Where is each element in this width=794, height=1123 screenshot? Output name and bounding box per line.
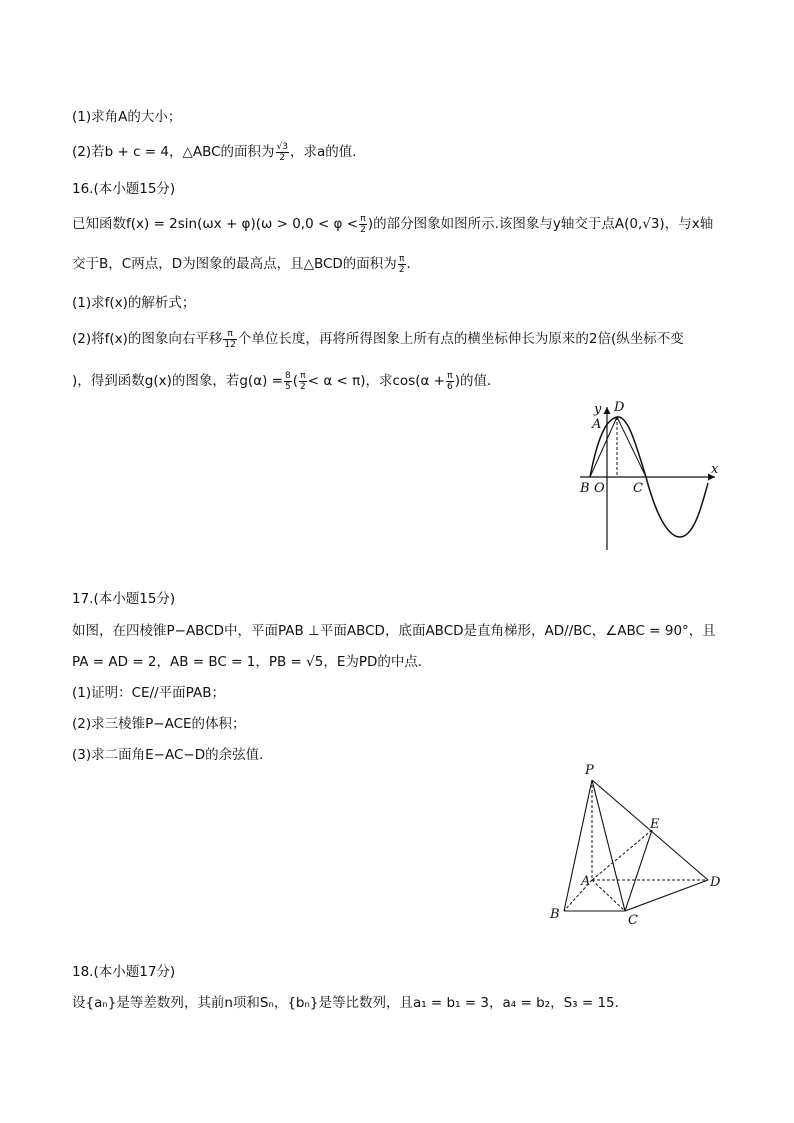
q17-pyramid-figure	[540, 760, 730, 930]
fraction: $\frac{\pi}{2}$	[360, 213, 366, 235]
q17-part2: (2)求三棱锥P−ACE的体积；	[72, 716, 246, 732]
edge-PC	[592, 780, 625, 911]
fraction: $\frac{\pi}{2}$	[299, 370, 306, 392]
edge-AC	[592, 880, 625, 911]
q15-part1: (1)求角A的大小；	[72, 109, 182, 125]
q16-header: 16.(本小题15分)	[72, 181, 176, 197]
q17-part1: (1)证明：CE//平面PAB；	[72, 685, 225, 701]
q18-stem-line1: 设{aₙ}是等差数列，其前n项和Sₙ，{bₙ}是等比数列，且a₁ = b₁ = 3，a₄ = b₂，S₃ = 15．	[72, 995, 629, 1011]
edge-CE	[625, 830, 652, 911]
q16-part2-cont: )，得到函数g(x)的图象，若g(α) = $\frac{8}{5}$ ( $\frac{\pi}{2}$ < α < π)，求cos(α + $\frac{\pi}{6}$ )的值．	[72, 370, 501, 392]
label-P: P	[585, 763, 594, 778]
label-y: y	[594, 402, 602, 417]
label-D: D	[710, 875, 721, 890]
label-O: O	[594, 481, 605, 496]
q17-stem-line1: 如图，在四棱锥P−ABCD中，平面PAB ⊥平面ABCD，底面ABCD是直角梯形，AD//BC，∠ABC = 90°，且	[72, 623, 716, 639]
q17-header: 17.(本小题15分)	[72, 591, 176, 607]
label-A: A	[592, 417, 602, 432]
q16-stem-line2: 交于B，C两点，D为图象的最高点，且△BCD的面积为 $\frac{\pi}{2}$ ．	[72, 253, 421, 275]
fraction: $\frac{\pi}{12}$	[224, 328, 236, 350]
label-B: B	[580, 481, 590, 496]
label-E: E	[650, 817, 660, 832]
label-C: C	[633, 481, 643, 496]
q17-part3: (3)求二面角E−AC−D的余弦值．	[72, 747, 273, 763]
q15-part2: (2)若b + c = 4，△ABC的面积为 $\frac{√3}{2}$ ，求a的值．	[72, 141, 366, 163]
fraction: $\frac{8}{5}$	[284, 370, 291, 392]
fraction: $\frac{\pi}{6}$	[447, 370, 453, 392]
q18-header: 18.(本小题17分)	[72, 964, 176, 980]
segment-DC	[617, 417, 646, 477]
label-B: B	[550, 907, 560, 922]
q16-sine-graph-figure	[570, 395, 730, 555]
q16-part2: (2)将f(x)的图象向右平移 $\frac{\pi}{12}$ 个单位长度，再将所得图象上所有点的横坐标伸长为原来的2倍(纵坐标不变	[72, 328, 684, 350]
edge-PB	[564, 780, 592, 911]
fraction: $\frac{\pi}{2}$	[398, 253, 405, 275]
edge-CD	[625, 880, 708, 911]
label-A: A	[581, 874, 591, 889]
label-C: C	[628, 913, 638, 928]
q16-stem-line1: 已知函数f(x) = 2sin(ωx + φ)(ω > 0,0 < φ < $\frac{\pi}{2}$ )的部分图象如图所示.该图象与y轴交于点A(0,√3)，与x轴	[72, 213, 714, 235]
fraction: $\frac{√3}{2}$	[276, 141, 289, 163]
edge-AE	[592, 830, 652, 880]
label-D: D	[614, 400, 625, 415]
q16-part1: (1)求f(x)的解析式；	[72, 295, 196, 311]
q17-stem-line2: PA = AD = 2，AB = BC = 1，PB = √5，E为PD的中点．	[72, 654, 432, 670]
label-x: x	[711, 462, 719, 477]
